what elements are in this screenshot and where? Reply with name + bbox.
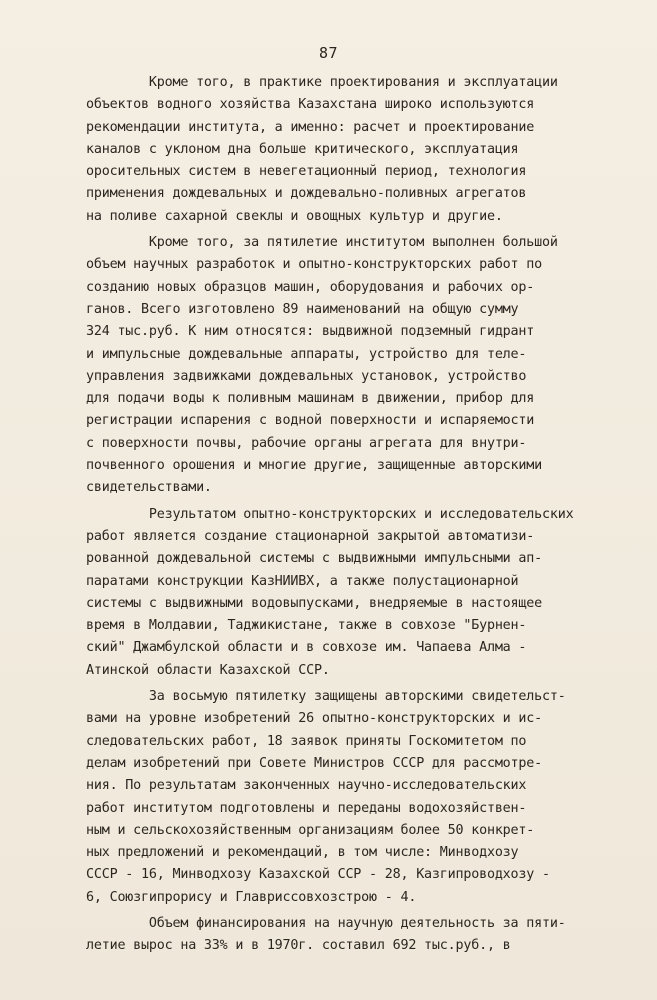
text-line: объем научных разработок и опытно-конструкторских работ по: [86, 257, 542, 273]
text-line: Объем финансирования на научную деятельность за пяти-: [86, 915, 566, 931]
text-line: объектов водного хозяйства Казахстана широко используются: [86, 97, 535, 113]
text-line: с поверхности почвы, рабочие органы агрегата для внутри-: [86, 435, 527, 451]
text-line: Кроме того, за пятилетие институтом выполнен большой: [86, 235, 558, 251]
text-line: Кроме того, в практике проектирования и эксплуатации: [86, 75, 558, 90]
paragraph-1: [86, 72, 586, 228]
text-line: ных предложений и рекомендаций, в том числе: Минводхозу: [86, 845, 519, 861]
paragraph-3: [86, 504, 586, 682]
text-line: работ является создание стационарной закрытой автоматизи-: [86, 528, 535, 544]
text-line: ский" Джамбулской области и в совхозе им. Чапаева Алма -: [86, 640, 527, 656]
text-line: вами на уровне изобретений 26 опытно-конструкторских и ис-: [86, 711, 542, 727]
body-text: [86, 72, 586, 962]
text-line: время в Молдавии, Таджикистане, также в совхозе "Бурнен-: [86, 618, 527, 634]
text-line: применения дождевальных и дождевально-поливных агрегатов: [86, 186, 527, 202]
text-line: ния. По результатам законченных научно-исследовательских: [86, 778, 527, 794]
text-line: 324 тыс.руб. К ним относятся: выдвижной подземный гидрант: [86, 324, 535, 340]
paragraph-5: [86, 913, 586, 958]
text-line: летие вырос на 33% и в 1970г. составил 692 тыс.руб., в: [86, 938, 511, 954]
text-line: следовательских работ, 18 заявок приняты Госкомитетом по: [86, 733, 527, 749]
text-line: ганов. Всего изготовлено 89 наименований на общую сумму: [86, 301, 519, 317]
text-line: паратами конструкции КазНИИВХ, а также полустационарной: [86, 573, 519, 589]
text-line: Атинской области Казахской ССР.: [86, 662, 330, 678]
text-line: делам изобретений при Совете Министров СССР для рассмотре-: [86, 755, 542, 771]
text-line: ным и сельскохозяйственным организациям более 50 конкрет-: [86, 822, 535, 838]
text-line: СССР - 16, Минводхозу Казахской ССР - 28, Казгипроводхозу -: [86, 867, 550, 883]
paragraph-2: [86, 232, 586, 500]
text-line: оросительных систем в невегетационный период, технология: [86, 164, 527, 180]
text-line: почвенного орошения и многие другие, защищенные авторскими: [86, 458, 542, 474]
text-line: для подачи воды к поливным машинам в движении, прибор для: [86, 391, 535, 407]
text-line: Результатом опытно-конструкторских и исследовательских: [86, 506, 574, 522]
page-number: 87: [318, 44, 339, 62]
text-line: работ институтом подготовлены и переданы водохозяйствен-: [86, 800, 527, 816]
text-line: каналов с уклоном дна больше критического, эксплуатация: [86, 141, 519, 157]
text-line: системы с выдвижными водовыпусками, внедряемые в настоящее: [86, 595, 542, 611]
text-line: и импульсные дождевальные аппараты, устройство для теле-: [86, 346, 527, 362]
text-line: управления задвижками дождевальных установок, устройство: [86, 368, 527, 384]
paragraph-4: [86, 686, 586, 909]
text-line: За восьмую пятилетку защищены авторскими свидетельст-: [86, 689, 566, 705]
text-line: на поливе сахарной свеклы и овощных культур и другие.: [86, 208, 503, 224]
text-line: свидетельствами.: [86, 480, 212, 496]
text-line: рекомендации института, а именно: расчет и проектирование: [86, 119, 535, 135]
text-line: 6, Союзгипрорису и Главриссовхозстрою - 4.: [86, 889, 417, 905]
text-line: рованной дождевальной системы с выдвижными импульсными ап-: [86, 551, 542, 567]
text-line: созданию новых образцов машин, оборудования и рабочих ор-: [86, 279, 535, 295]
text-line: регистрации испарения с водной поверхности и испаряемости: [86, 413, 535, 429]
